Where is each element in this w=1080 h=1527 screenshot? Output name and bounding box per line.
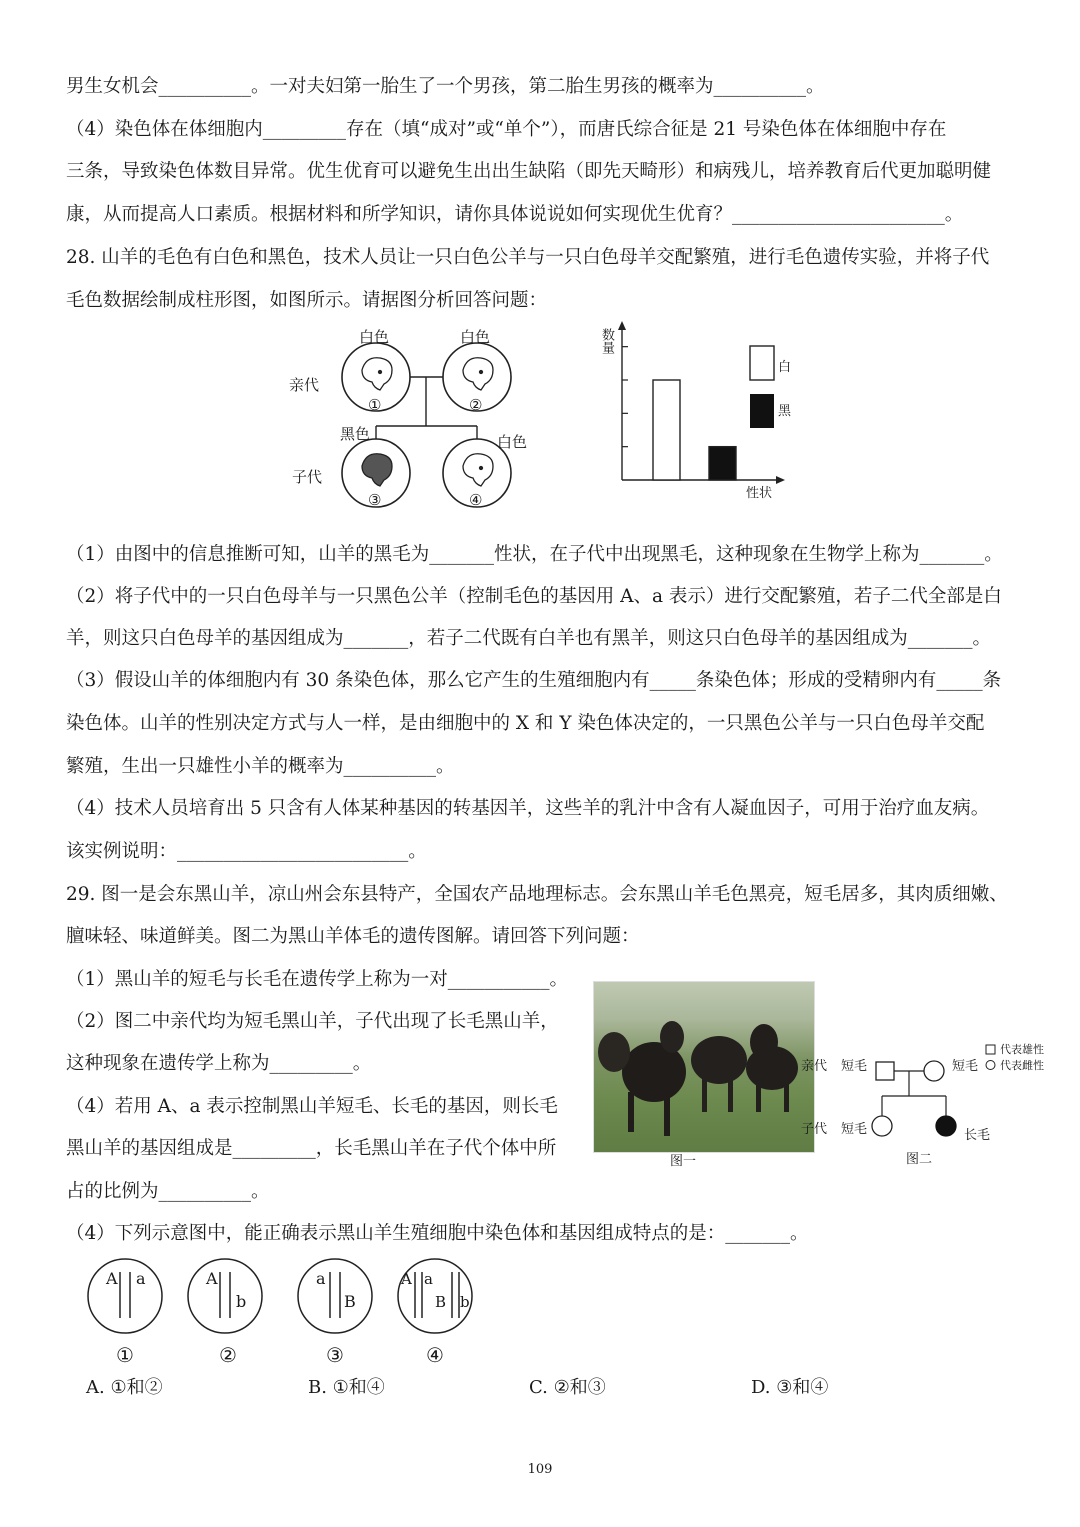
chart-ylabel: 数量 xyxy=(599,328,614,354)
text-line: 染色体。山羊的性别决定方式与人一样，是由细胞中的 X 和 Y 染色体决定的，一只黑色公羊与一只白色母羊交配 xyxy=(66,713,985,734)
text-line: （2）将子代中的一只白色母羊与一只黑色公羊（控制毛色的基因用 A、a 表示）进行交配繁殖，若子二代全部是白 xyxy=(66,586,1002,607)
text-line: （4）若用 A、a 表示控制黑山羊短毛、长毛的基因，则长毛 xyxy=(66,1096,558,1117)
fig29-caption-2: 图二 xyxy=(906,1152,933,1167)
pedigree-short-3: 短毛 xyxy=(841,1122,868,1137)
label-white-1: 白色 xyxy=(359,328,390,346)
cell-number: ③ xyxy=(326,1343,344,1367)
fig29-caption-1: 图一 xyxy=(670,1154,697,1169)
legend-male: 代表雄性 xyxy=(1000,1043,1044,1056)
question-28-stem: 28. 山羊的毛色有白色和黑色，技术人员让一只白色公羊与一只白色母羊交配繁殖，进行毛色遗传实验，并将子代 xyxy=(66,247,990,268)
male-parent-symbol xyxy=(876,1062,894,1080)
text-line: （3）假设山羊的体细胞内有 30 条染色体，那么它产生的生殖细胞内有_____条染色体；形成的受精卵内有_____条 xyxy=(66,670,1002,691)
offspring-short-symbol xyxy=(872,1116,892,1136)
pedigree-offspring: 子代 xyxy=(801,1122,828,1137)
gene-label: B xyxy=(344,1292,356,1311)
cell-number: ② xyxy=(219,1343,237,1367)
label-white-2: 白色 xyxy=(460,328,491,346)
fig28-genealogy xyxy=(280,320,540,520)
text-line: 这种现象在遗传学上称为_________。 xyxy=(66,1053,372,1074)
label-parent: 亲代 xyxy=(289,376,320,394)
text-line: 该实例说明：_________________________。 xyxy=(66,841,427,862)
gene-label: b xyxy=(460,1293,470,1311)
text-line: （1）由图中的信息推断可知，山羊的黑毛为_______性状，在子代中出现黑毛，这种现象在生物学上称为_______。 xyxy=(66,544,1003,565)
text-line: 羊，则这只白色母羊的基因组成为_______，若子二代既有白羊也有黑羊，则这只白色母羊的基因组成为_______。 xyxy=(66,628,992,649)
x-axis-arrow xyxy=(776,476,785,484)
bar-white xyxy=(653,380,680,480)
gene-label: b xyxy=(236,1292,247,1311)
offspring-long-symbol xyxy=(936,1116,956,1136)
option-c: C. ②和③ xyxy=(529,1377,606,1398)
legend-swatch-black xyxy=(750,394,774,428)
option-b: B. ①和④ xyxy=(308,1377,385,1398)
gene-label: A xyxy=(401,1270,412,1288)
black-goat-photo xyxy=(593,981,815,1153)
label-offspring: 子代 xyxy=(292,468,323,486)
question-29-stem: 29. 图一是会东黑山羊，凉山州会东县特产，全国农产品地理标志。会东黑山羊毛色黑亮，短毛居多，其肉质细嫩、 xyxy=(66,884,1008,905)
chart-xlabel: 性状 xyxy=(746,486,773,501)
text-line: 男生女机会__________。一对夫妇第一胎生了一个男孩，第二胎生男孩的概率为__________。 xyxy=(66,76,825,97)
legend-black: 黑 xyxy=(778,404,792,419)
gene-label: a xyxy=(136,1269,146,1288)
text-line: 繁殖，生出一只雄性小羊的概率为__________。 xyxy=(66,756,455,777)
legend-white: 白 xyxy=(778,360,792,375)
text-line: 毛色数据绘制成柱形图，如图所示。请据图分析回答问题： xyxy=(66,290,548,311)
text-line: （4）染色体在体细胞内_________存在（填“成对”或“单个”），而唐氏综合征是 21 号染色体在体细胞中存在 xyxy=(66,119,947,140)
gene-label: A xyxy=(106,1269,118,1288)
pedigree-parent: 亲代 xyxy=(801,1059,828,1074)
cell-number: ④ xyxy=(426,1343,444,1367)
circle-number: ③ xyxy=(368,491,382,509)
circle-number: ④ xyxy=(469,491,483,509)
gene-label: a xyxy=(316,1269,326,1288)
text-line: 占的比例为__________。 xyxy=(66,1181,270,1202)
legend-swatch-white xyxy=(750,346,774,380)
circle-number: ① xyxy=(368,396,382,414)
text-line: 黑山羊的基因组成是_________，长毛黑山羊在子代个体中所 xyxy=(66,1138,557,1159)
pedigree-long: 长毛 xyxy=(964,1128,991,1143)
gene-label: a xyxy=(424,1270,433,1288)
pedigree-short-2: 短毛 xyxy=(952,1059,979,1074)
label-black: 黑色 xyxy=(340,425,371,443)
text-line: （2）图二中亲代均为短毛黑山羊，子代出现了长毛黑山羊， xyxy=(66,1011,559,1032)
option-a: A. ①和② xyxy=(86,1377,163,1398)
text-line: 康，从而提高人口素质。根据材料和所学知识，请你具体说说如何实现优生优育？_______________________。 xyxy=(66,204,964,225)
pedigree-short-1: 短毛 xyxy=(841,1059,868,1074)
fig29-pedigree xyxy=(860,1040,980,1150)
y-axis-arrow xyxy=(618,321,626,330)
text-line: 三条，导致染色体数目异常。优生优育可以避免生出出生缺陷（即先天畸形）和病残儿，培养教育后代更加聪明健 xyxy=(66,161,992,182)
text-line: 膻味轻、味道鲜美。图二为黑山羊体毛的遗传图解。请回答下列问题： xyxy=(66,926,640,947)
legend-female: 代表雌性 xyxy=(1000,1059,1044,1072)
label-white-3: 白色 xyxy=(497,433,528,451)
option-d: D. ③和④ xyxy=(751,1377,829,1398)
text-line: （4）技术人员培育出 5 只含有人体某种基因的转基因羊，这些羊的乳汁中含有人凝血因子，可用于治疗血友病。 xyxy=(66,798,990,819)
female-parent-symbol xyxy=(924,1061,944,1081)
page-number: 109 xyxy=(527,1462,553,1477)
gene-label: B xyxy=(435,1293,447,1311)
circle-number: ② xyxy=(469,396,483,414)
pedigree-legend-icons xyxy=(985,1044,997,1074)
fig28-bar-chart xyxy=(590,318,810,508)
bar-black xyxy=(709,447,736,480)
text-line: （1）黑山羊的短毛与长毛在遗传学上称为一对___________。 xyxy=(66,969,569,990)
cell-number: ① xyxy=(116,1343,134,1367)
text-line: （4）下列示意图中，能正确表示黑山羊生殖细胞中染色体和基因组成特点的是：_______。 xyxy=(66,1223,809,1244)
gene-label: A xyxy=(206,1269,218,1288)
